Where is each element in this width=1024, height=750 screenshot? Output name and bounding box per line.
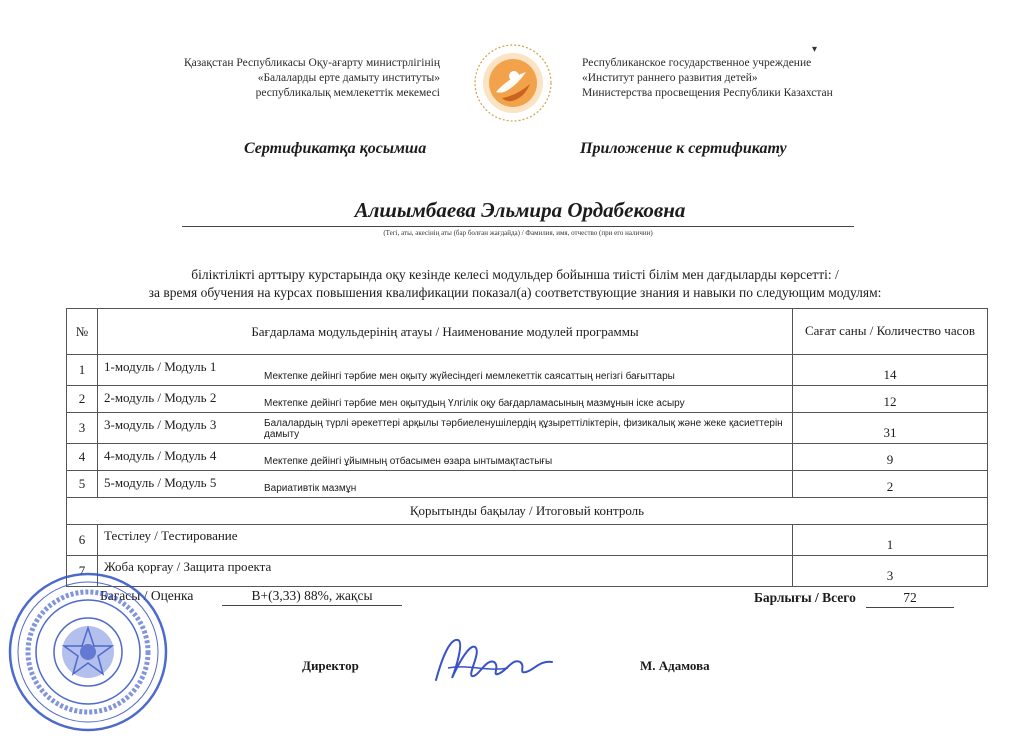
table-header-row <box>67 309 988 355</box>
grade-value: В+(3,33) 88%, жақсы <box>222 588 402 606</box>
row-module: 5-модуль / Модуль 5 <box>98 471 261 498</box>
row-num: 6 <box>67 525 98 556</box>
intro-line-kz: біліктілікті арттыру курстарында оқу кезінде келесі модульдер бойынша тиісті білім мен дағдыларды көрсетті: / <box>191 267 839 282</box>
header-kz-line: республикалық мемлекеттік мекемесі <box>255 87 440 99</box>
recipient-name: Алшымбаева Эльмира Ордабековна <box>354 198 686 222</box>
table-row <box>67 413 988 444</box>
header-kz <box>140 56 440 101</box>
row-hours: 1 <box>793 525 988 556</box>
row-module: 2-модуль / Модуль 2 <box>98 386 261 413</box>
table-row <box>67 471 988 498</box>
table-row <box>67 386 988 413</box>
header-ru-line: Министерства просвещения Республики Казахстан <box>582 87 833 99</box>
table-row <box>67 556 988 587</box>
modules-table <box>66 308 988 587</box>
header-hours: Сағат саны / Количество часов <box>793 309 988 355</box>
header-ru-line: «Институт раннего развития детей» <box>582 72 758 84</box>
table-row <box>67 355 988 386</box>
table-row <box>67 525 988 556</box>
header-module-name: Бағдарлама модульдерінің атауы / Наименование модулей программы <box>98 309 793 355</box>
header-ru <box>582 56 882 101</box>
row-label: Жоба қорғау / Защита проекта <box>98 556 793 587</box>
row-label: Тестілеу / Тестирование <box>98 525 793 556</box>
row-description: Мектепке дейінгі тәрбие мен оқыту жүйесіндегі мемлекеттік саясаттың негізгі бағыттары <box>260 355 793 386</box>
total-label: Барлығы / Всего <box>754 590 856 605</box>
row-hours: 31 <box>793 413 988 444</box>
institute-logo <box>472 42 554 124</box>
row-description: Мектепке дейінгі ұйымның отбасымен өзара ынтымақтастығы <box>260 444 793 471</box>
table-row <box>67 444 988 471</box>
subtitle-kz: Сертификатқа қосымша <box>244 140 427 157</box>
header-kz-line: «Балаларды ерте дамыту институты» <box>257 72 440 84</box>
row-num: 3 <box>67 413 98 444</box>
row-hours: 9 <box>793 444 988 471</box>
intro-text <box>60 266 970 302</box>
intro-line-ru: за время обучения на курсах повышения квалификации показал(а) соответствующие знания и навыки по следующим модулям: <box>148 285 882 300</box>
row-module: 3-модуль / Модуль 3 <box>98 413 261 444</box>
row-num: 2 <box>67 386 98 413</box>
row-num: 5 <box>67 471 98 498</box>
director-name: М. Адамова <box>640 658 710 673</box>
row-hours: 12 <box>793 386 988 413</box>
row-module: 1-модуль / Модуль 1 <box>98 355 261 386</box>
row-description: Мектепке дейінгі тәрбие мен оқытудың Үлгілік оқу бағдарламасының мазмұнын іске асыру <box>260 386 793 413</box>
total-value: 72 <box>866 590 954 608</box>
final-control-heading: Қорытынды бақылау / Итоговый контроль <box>67 498 988 525</box>
row-module: 4-модуль / Модуль 4 <box>98 444 261 471</box>
row-num: 4 <box>67 444 98 471</box>
name-caption: (Тегі, аты, әкесінің аты (бар болған жағдайда) / Фамилия, имя, отчество (при его наличии) <box>383 229 653 237</box>
header-ru-line: Республиканское государственное учреждение <box>582 57 812 69</box>
grade-label: Бағасы / Оценка <box>100 588 194 603</box>
official-stamp <box>6 570 170 734</box>
section-row <box>67 498 988 525</box>
row-hours: 14 <box>793 355 988 386</box>
subtitle-ru: Приложение к сертификату <box>580 140 787 157</box>
row-hours: 2 <box>793 471 988 498</box>
tick-mark-icon: ▾ <box>812 44 818 55</box>
row-hours: 3 <box>793 556 988 587</box>
header-kz-line: Қазақстан Республикасы Оқу-ағарту министрлігінің <box>183 57 440 69</box>
row-description: Балалардың түрлі әрекеттері арқылы тәрбиеленушілердің құзыреттіліктерін, физикалық және жеке қасиеттерін дамыту <box>260 413 793 444</box>
row-num: 1 <box>67 355 98 386</box>
row-description: Вариативтік мазмұн <box>260 471 793 498</box>
director-label: Директор <box>302 658 359 673</box>
row-num: 7 <box>67 556 98 587</box>
director-signature <box>428 628 558 690</box>
header-num: № <box>67 309 98 355</box>
name-underline <box>182 226 854 227</box>
